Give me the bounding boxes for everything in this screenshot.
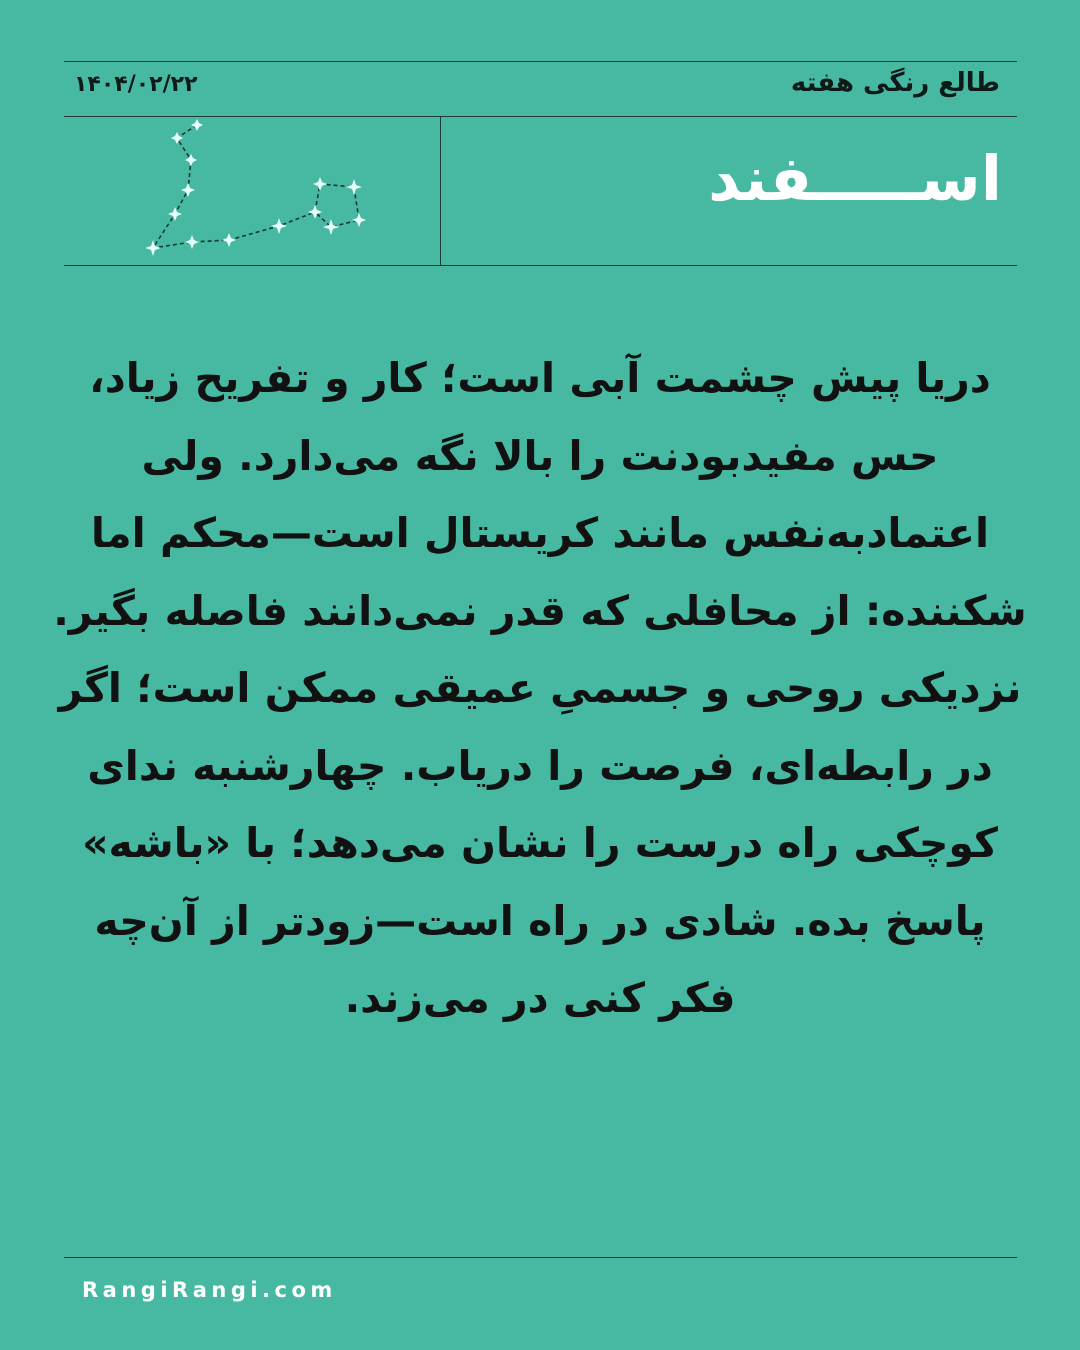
star-1 [191,119,203,131]
star-10 [308,205,322,219]
star-6 [145,240,161,256]
star-11 [313,177,327,191]
brand-title: طالع رنگی هفته [790,68,1000,98]
star-8 [222,233,236,247]
star-12 [346,179,362,195]
vertical-divider-line [440,117,441,265]
horoscope-text: دریا پیش چشمت آبی است؛ کار و تفریح زیاد، حس مفیدبودنت را بالا نگه می‌دارد. ولی اعتمادبه‌نفس مانند کریستال است—محکم اما شکننده: از محافلی که قدر نمی‌دانند فاصله بگیر. نزدیکی روحی و جسمیِ عمیقی ممکن است؛ اگر در رابطه‌ای، فرصت را دریاب. چهارشنبه ندای کوچکی راه درست را نشان می‌دهد؛ با «باشه» پاسخ بده. شادی در راه است—زودتر از آن‌چه فکر کنی در می‌زند. [53,354,1027,1022]
star-13 [352,213,366,227]
sign-title: اســـــفند [708,142,1002,215]
section-divider-line [64,265,1017,266]
star-9 [271,218,287,234]
star-2 [171,132,183,144]
top-border-line [64,61,1017,62]
star-4 [181,183,195,197]
header-divider-line [64,116,1017,117]
star-3 [185,154,197,166]
pisces-constellation-icon [140,118,380,264]
star-14 [323,219,339,235]
website-link[interactable]: RangiRangi.com [82,1278,337,1302]
star-5 [168,207,182,221]
footer-divider-line [64,1257,1017,1258]
date-label: ۱۴۰۴/۰۲/۲۲ [74,72,198,97]
star-7 [185,235,199,249]
